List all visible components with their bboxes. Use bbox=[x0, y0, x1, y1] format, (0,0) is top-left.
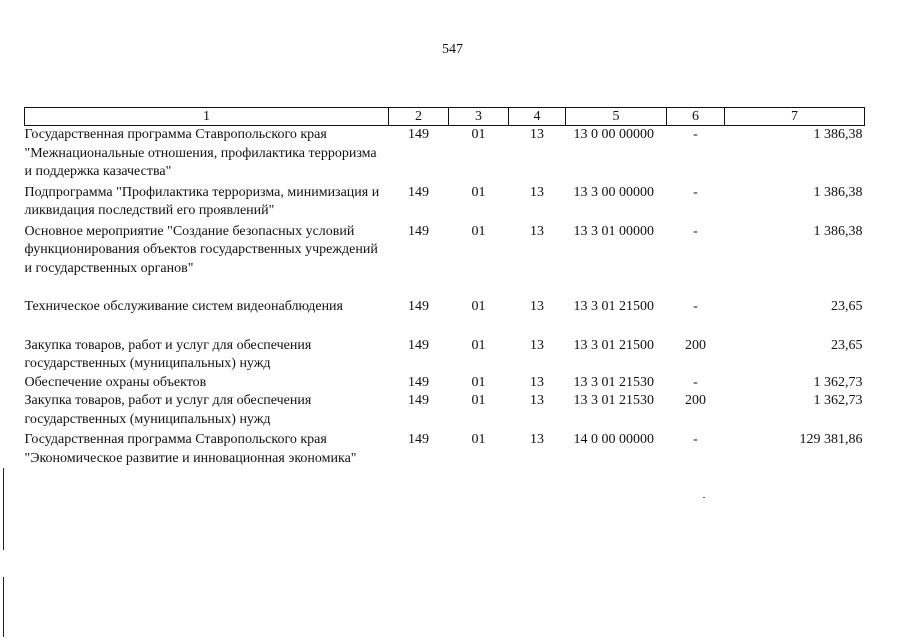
page-number: 547 bbox=[442, 42, 463, 57]
table-row bbox=[25, 337, 865, 374]
row-col-5: 13 3 01 21530 bbox=[573, 393, 654, 408]
row-col-6: - bbox=[693, 432, 698, 447]
row-col-2: 149 bbox=[408, 127, 429, 142]
row-col-4: 13 bbox=[530, 299, 544, 314]
header-col-7: 7 bbox=[725, 108, 865, 126]
row-name: Подпрограмма "Профилактика терроризма, минимизация и ликвидация последствий его проявлений" bbox=[24, 184, 380, 218]
table-header bbox=[25, 108, 865, 126]
scan-edge-mark bbox=[3, 468, 4, 550]
row-col-4: 13 bbox=[530, 223, 544, 239]
row-col-5: 13 3 01 21500 bbox=[573, 299, 654, 314]
table-row bbox=[25, 126, 865, 184]
row-col-2: 149 bbox=[408, 299, 429, 314]
row-col-4: 13 bbox=[530, 374, 544, 390]
row-col-2: 149 bbox=[408, 223, 429, 239]
row-col-7: 1 386,38 bbox=[813, 184, 863, 200]
row-col-2: 149 bbox=[408, 374, 429, 390]
row-col-3: 01 bbox=[471, 299, 486, 314]
row-col-6: 200 bbox=[685, 337, 706, 353]
row-col-3: 01 bbox=[471, 184, 486, 200]
row-name: Государственная программа Ставропольского края "Экономическое развитие и инновационная экономика" bbox=[24, 432, 357, 466]
budget-table bbox=[24, 107, 865, 468]
header-col-3: 3 bbox=[449, 108, 509, 126]
row-col-7: 129 381,86 bbox=[799, 432, 863, 447]
row-col-6: 200 bbox=[685, 393, 706, 408]
row-col-3: 01 bbox=[471, 127, 486, 142]
row-col-5: 13 3 01 21500 bbox=[573, 337, 654, 353]
row-col-5: 14 0 00 00000 bbox=[573, 432, 654, 447]
header-col-2: 2 bbox=[389, 108, 449, 126]
row-col-4: 13 bbox=[530, 393, 544, 408]
row-name: Основное мероприятие "Создание безопасных условий функционирования объектов государственных учреждений и государственных органов" bbox=[24, 223, 378, 276]
row-col-2: 149 bbox=[408, 184, 429, 200]
row-col-6: - bbox=[693, 374, 698, 390]
row-col-7: 1 386,38 bbox=[813, 223, 863, 239]
table-row bbox=[25, 184, 865, 223]
row-name: Закупка товаров, работ и услуг для обеспечения государственных (муниципальных) нужд bbox=[24, 337, 312, 371]
table-row bbox=[25, 392, 865, 431]
row-col-5: 13 3 01 21530 bbox=[573, 374, 654, 390]
row-col-7: 1 362,73 bbox=[813, 393, 863, 408]
row-col-4: 13 bbox=[530, 432, 544, 447]
row-name: Закупка товаров, работ и услуг для обеспечения государственных (муниципальных) нужд bbox=[24, 393, 312, 427]
row-col-5: 13 3 00 00000 bbox=[573, 184, 654, 200]
table-row bbox=[25, 431, 865, 468]
row-name: Техническое обслуживание систем видеонаблюдения bbox=[24, 299, 343, 314]
table-body bbox=[25, 126, 865, 469]
row-col-7: 1 386,38 bbox=[813, 127, 863, 142]
table-row bbox=[25, 223, 865, 299]
row-col-7: 1 362,73 bbox=[813, 374, 863, 390]
row-name: Обеспечение охраны объектов bbox=[24, 374, 207, 390]
header-col-5: 5 bbox=[566, 108, 667, 126]
row-col-7: 23,65 bbox=[831, 337, 863, 353]
row-col-3: 01 bbox=[471, 374, 486, 390]
row-col-6: - bbox=[693, 184, 698, 200]
scan-edge-mark bbox=[3, 577, 4, 637]
row-name: Государственная программа Ставропольского края "Межнациональные отношения, профилактика терроризма и поддержка казачества" bbox=[24, 127, 377, 179]
row-col-2: 149 bbox=[408, 337, 429, 353]
row-col-4: 13 bbox=[530, 337, 544, 353]
table-row bbox=[25, 374, 865, 393]
scan-speck bbox=[703, 497, 705, 498]
row-col-5: 13 3 01 00000 bbox=[573, 223, 654, 239]
header-col-1: 1 bbox=[25, 108, 389, 126]
row-col-2: 149 bbox=[408, 393, 429, 408]
row-col-6: - bbox=[693, 223, 698, 239]
table-row bbox=[25, 298, 865, 337]
row-col-6: - bbox=[693, 299, 698, 314]
header-col-4: 4 bbox=[509, 108, 566, 126]
header-row bbox=[25, 108, 865, 126]
row-col-3: 01 bbox=[471, 393, 486, 408]
header-col-6: 6 bbox=[667, 108, 725, 126]
row-col-2: 149 bbox=[408, 432, 429, 447]
row-col-5: 13 0 00 00000 bbox=[573, 127, 654, 142]
row-col-3: 01 bbox=[471, 223, 486, 239]
row-col-6: - bbox=[693, 127, 698, 142]
row-col-3: 01 bbox=[471, 432, 486, 447]
row-col-4: 13 bbox=[530, 184, 544, 200]
row-col-7: 23,65 bbox=[831, 299, 863, 314]
row-col-3: 01 bbox=[471, 337, 486, 353]
row-col-4: 13 bbox=[530, 127, 544, 142]
